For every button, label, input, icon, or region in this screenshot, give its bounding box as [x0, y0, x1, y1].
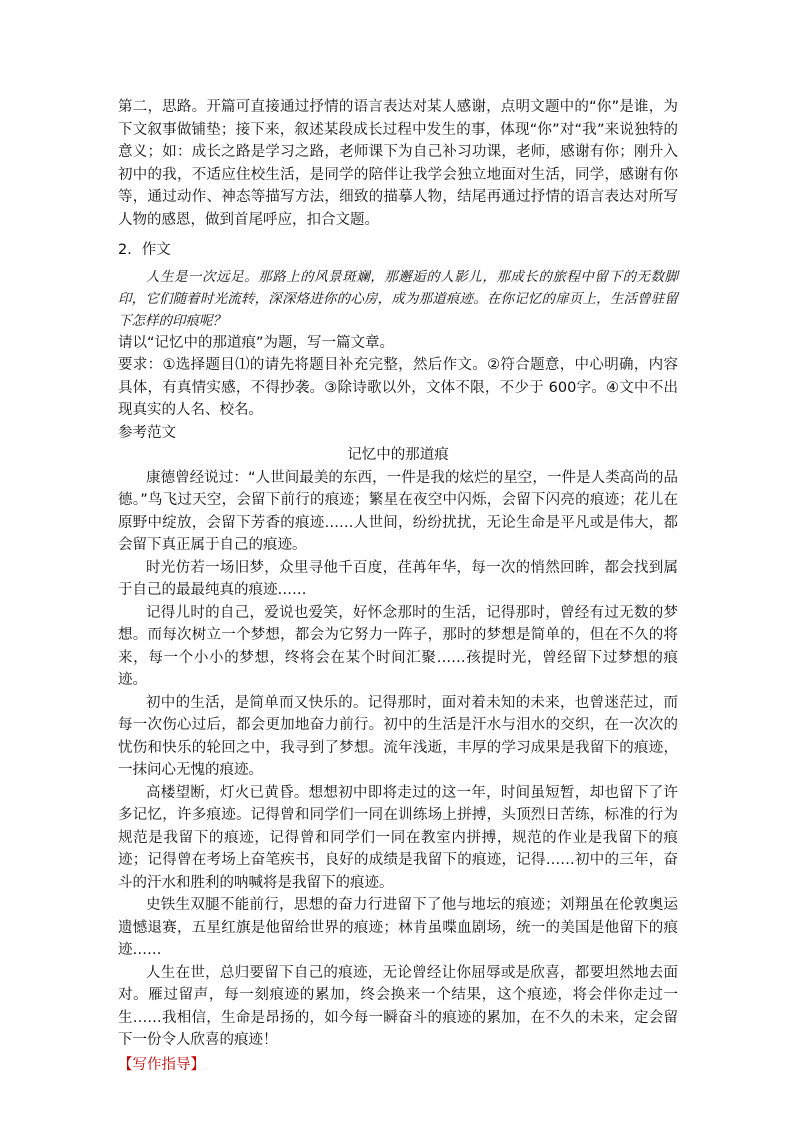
essay-paragraph: 康德曾经说过：“人世间最美的东西，一件是我的炫烂的星空，一件是人类高尚的品德。”鸟飞过天空，会留下前行的痕迹；繁星在夜空中闪烁，会留下闪亮的痕迹；花儿在原野中绽放，会留下芳香的痕迹……人世间，纷纷扰扰，无论生命是平凡或是伟大，都会留下真正属于自己的痕迹。: [118, 469, 678, 553]
prompt-quote: 人生是一次远足。那路上的风景斑斓，那邂逅的人影儿，那成长的旅程中留下的无数脚印，它们随着时光流转，深深烙进你的心房，成为那道痕迹。在你记忆的扉页上，生活曾驻留下怎样的印痕呢？: [118, 268, 678, 329]
essay-paragraph: 史铁生双腿不能前行，思想的奋力行进留下了他与地坛的痕迹；刘翔虽在伦敦奥运遗憾退赛，五星红旗是他留给世界的痕迹；林肯虽喋血剧场，统一的美国是他留下的痕迹……: [118, 897, 678, 958]
reference-label: 参考范文: [118, 424, 176, 441]
essay-paragraph: 初中的生活，是简单而又快乐的。记得那时，面对着未知的未来，也曾迷茫过，而每一次伤心过后，都会更加地奋力前行。初中的生活是汗水与泪水的交织，在一次次的忧伤和快乐的轮回之中，我寻到了梦想。流年浅逝，丰厚的学习成果是我留下的痕迹，一抹问心无愧的痕迹。: [118, 694, 678, 778]
essay-title: 记忆中的那道痕: [347, 447, 449, 463]
essay-paragraph: 记得儿时的自己，爱说也爱笑，好怀念那时的生活，记得那时，曾经有过无数的梦想。而每次树立一个梦想，都会为它努力一阵子，那时的梦想是简单的，但在不久的将来，每一个小小的梦想，终将会在某个时间汇聚……孩提时光，曾经留下过梦想的痕迹。: [118, 604, 678, 688]
essay-paragraph: 时光仿若一场旧梦，众里寻他千百度，荏苒年华，每一次的悄然回眸，都会找到属于自己的最最纯真的痕迹……: [118, 559, 678, 598]
prompt-instruction: 请以“记忆中的那道痕”为题，写一篇文章。: [118, 334, 395, 351]
essay-section-heading: 2．作文: [118, 242, 171, 258]
requirements-text: 要求：①选择题目⑴的请先将题目补充完整，然后作文。②符合题意，中心明确，内容具体，有真情实感，不得抄袭。③除诗歌以外，文体不限，不少于 600字。④文中不出现真实的人名、校名。: [118, 357, 678, 418]
writing-guide-label: 【写作指导】: [118, 1056, 205, 1073]
essay-paragraph: 高楼望断，灯火已黄昏。想想初中即将走过的这一年，时间虽短暂，却也留下了许多记忆，许多痕迹。记得曾和同学们一同在训练场上拼搏，头顶烈日苦练，标准的行为规范是我留下的痕迹，记得曾和同学们一同在教室内拼搏，规范的作业是我留下的痕迹；记得曾在考场上奋笔疾书，良好的成绩是我留下的痕迹，记得……初中的三年，奋斗的汗水和胜利的呐喊将是我留下的痕迹。: [118, 784, 678, 891]
essay-paragraph: 人生在世，总归要留下自己的痕迹，无论曾经让你屈辱或是欣喜，都要坦然地去面对。雁过留声，每一刻痕迹的累加，终会换来一个结果，这个痕迹，将会伴你走过一生……我相信，生命是昂扬的，如今每一瞬奋斗的痕迹的累加，在不久的未来，定会留下一份令人欣喜的痕迹！: [118, 964, 678, 1048]
document-page: [118, 96, 678, 1076]
section2-paragraph: 第二，思路。开篇可直接通过抒情的语言表达对某人感谢，点明文题中的“你”是谁，为下文叙事做铺垫；接下来，叙述某段成长过程中发生的事，体现“你”对“我”来说独特的意义；如：成长之路是学习之路，老师课下为自己补习功课，老师，感谢有你；刚升入初中的我，不适应住校生活，是同学的陪伴让我学会独立地面对生活，同学，感谢有你等，通过动作、神态等描写方法，细致的描摹人物，结尾再通过抒情的语言表达对所写人物的感恩，做到首尾呼应，扣合文题。: [118, 99, 678, 228]
